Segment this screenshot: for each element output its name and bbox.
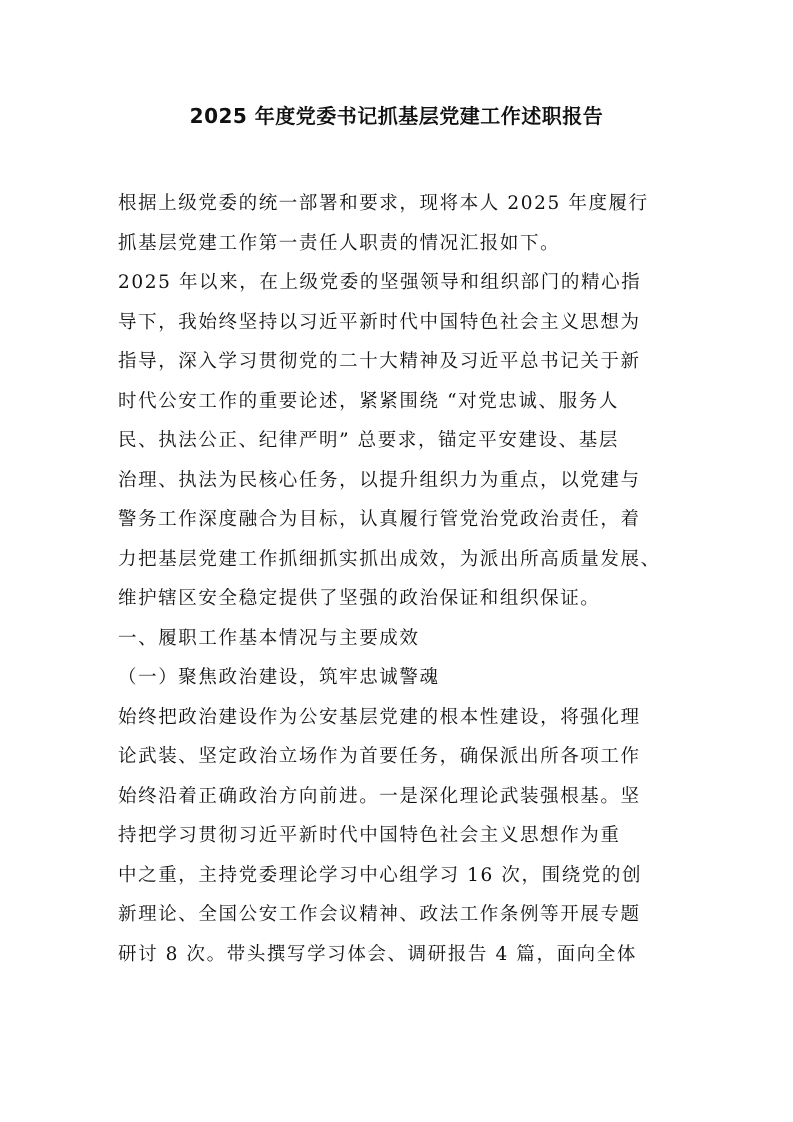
subsection-heading: （一）聚焦政治建设，筑牢忠诚警魂 [118, 667, 440, 688]
body-line: 新理论、全国公安工作会议精神、政法工作条例等开展专题 [118, 904, 641, 925]
body-line: 持把学习贯彻习近平新时代中国特色社会主义思想作为重 [118, 825, 621, 846]
body-line: 抓基层党建工作第一责任人职责的情况汇报如下。 [118, 232, 561, 254]
body-line: 时代公安工作的重要论述，紧紧围绕 “对党忠诚、服务人 [118, 390, 619, 412]
body-line: 民、执法公正、纪律严明” 总要求，锚定平安建设、基层 [118, 430, 619, 451]
document-body [118, 184, 698, 974]
body-line: 根据上级党委的统一部署和要求，现将本人 2025 年度履行 [118, 193, 649, 214]
body-line: 研讨 8 次。带头撰写学习体会、调研报告 4 篇，面向全体 [118, 943, 637, 965]
section-heading: 一、履职工作基本情况与主要成效 [118, 627, 420, 649]
body-line: 警务工作深度融合为目标，认真履行管党治党政治责任，着 [118, 509, 641, 530]
body-line: 论武装、坚定政治立场作为首要任务，确保派出所各项工作 [118, 746, 641, 767]
body-line: 始终把政治建设作为公安基层党建的根本性建设，将强化理 [118, 706, 641, 728]
body-line: 指导，深入学习贯彻党的二十大精神及习近平总书记关于新 [118, 351, 641, 372]
body-line: 导下，我始终坚持以习近平新时代中国特色社会主义思想为 [118, 311, 641, 333]
body-line: 中之重，主持党委理论学习中心组学习 16 次，围绕党的创 [118, 864, 643, 886]
document-title: 2025 年度党委书记抓基层党建工作述职报告 [189, 104, 604, 128]
body-line: 2025 年以来，在上级党委的坚强领导和组织部门的精心指 [118, 272, 642, 293]
body-line: 治理、执法为民核心任务，以提升组织力为重点，以党建与 [118, 469, 641, 491]
body-line: 力把基层党建工作抓细抓实抓出成效，为派出所高质量发展、 [118, 548, 661, 570]
body-line: 维护辖区安全稳定提供了坚强的政治保证和组织保证。 [118, 588, 601, 609]
body-line: 始终沿着正确政治方向前进。一是深化理论武装强根基。坚 [118, 785, 641, 807]
